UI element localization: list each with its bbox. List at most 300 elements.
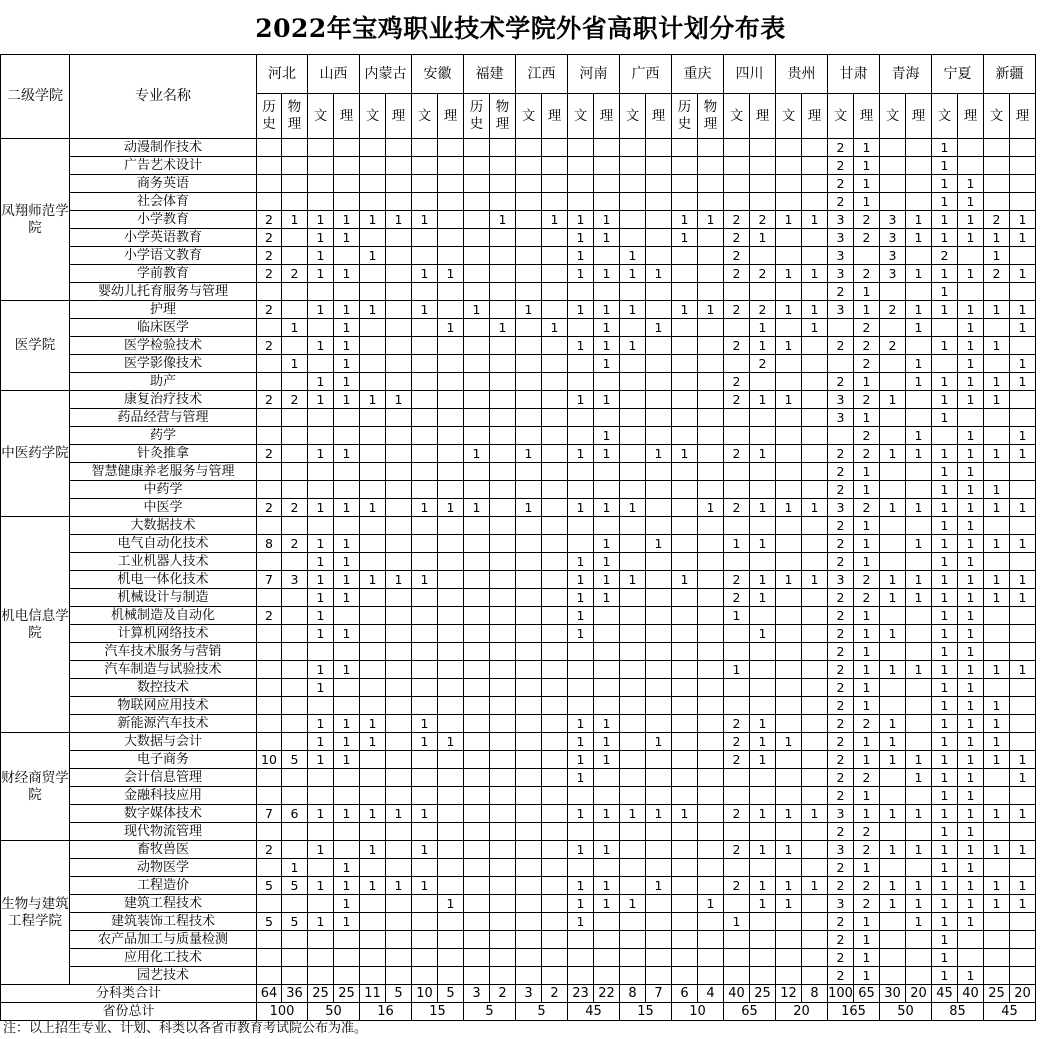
plan-cell (282, 949, 308, 967)
plan-cell (464, 751, 490, 769)
major-name: 电气自动化技术 (70, 535, 257, 553)
plan-cell (906, 607, 932, 625)
plan-cell (542, 517, 568, 535)
plan-cell (464, 571, 490, 589)
plan-cell (542, 805, 568, 823)
plan-cell: 2 (724, 247, 750, 265)
plan-cell: 1 (880, 733, 906, 751)
plan-cell (880, 931, 906, 949)
table-row (1, 751, 1036, 769)
plan-cell (464, 355, 490, 373)
plan-cell (360, 409, 386, 427)
plan-cell (334, 517, 360, 535)
plan-cell (438, 517, 464, 535)
plan-cell (516, 427, 542, 445)
plan-cell: 1 (594, 391, 620, 409)
plan-cell (490, 283, 516, 301)
plan-cell: 2 (854, 499, 880, 517)
plan-cell (516, 877, 542, 895)
plan-cell (620, 733, 646, 751)
plan-cell (958, 247, 984, 265)
plan-cell: 1 (568, 895, 594, 913)
plan-cell: 1 (906, 301, 932, 319)
plan-cell: 1 (802, 301, 828, 319)
plan-cell (412, 337, 438, 355)
plan-cell (412, 931, 438, 949)
plan-cell (334, 679, 360, 697)
plan-cell (308, 481, 334, 499)
plan-cell: 1 (906, 895, 932, 913)
category-total-cell: 8 (620, 985, 646, 1003)
plan-cell (984, 769, 1010, 787)
plan-cell: 1 (958, 823, 984, 841)
plan-cell: 1 (724, 913, 750, 931)
plan-cell (698, 643, 724, 661)
plan-cell: 1 (958, 589, 984, 607)
table-row (1, 283, 1036, 301)
plan-cell (776, 859, 802, 877)
plan-cell (464, 229, 490, 247)
category-total-cell: 100 (828, 986, 853, 1001)
plan-cell: 1 (750, 445, 776, 463)
plan-cell (438, 211, 464, 229)
plan-cell (750, 607, 776, 625)
plan-cell: 1 (594, 265, 620, 283)
plan-cell: 1 (880, 589, 906, 607)
plan-cell: 1 (958, 535, 984, 553)
province-total-cell: 15 (412, 1003, 464, 1021)
plan-cell: 1 (880, 571, 906, 589)
plan-cell (542, 859, 568, 877)
province-total-cell: 50 (308, 1003, 360, 1021)
plan-cell: 1 (932, 949, 958, 967)
plan-cell: 1 (386, 211, 412, 229)
plan-cell: 1 (932, 229, 958, 247)
plan-cell: 1 (594, 715, 620, 733)
plan-cell (516, 553, 542, 571)
plan-cell (672, 949, 698, 967)
plan-cell: 1 (334, 733, 360, 751)
plan-cell: 2 (828, 751, 854, 769)
plan-cell: 2 (828, 967, 854, 985)
plan-cell: 2 (257, 211, 282, 229)
plan-cell (724, 139, 750, 157)
plan-cell (308, 157, 334, 175)
plan-cell (412, 481, 438, 499)
plan-cell (360, 751, 386, 769)
table-row (1, 301, 1036, 319)
plan-cell: 1 (932, 571, 958, 589)
plan-cell (698, 679, 724, 697)
plan-cell: 2 (854, 391, 880, 409)
table-row (1, 463, 1036, 481)
plan-cell (672, 697, 698, 715)
plan-cell (542, 841, 568, 859)
plan-cell: 1 (490, 211, 516, 229)
plan-cell (516, 823, 542, 841)
plan-cell: 1 (568, 553, 594, 571)
plan-cell (386, 445, 412, 463)
plan-cell: 1 (776, 211, 802, 229)
plan-cell: 1 (698, 301, 724, 319)
plan-cell (257, 787, 282, 805)
plan-cell (438, 841, 464, 859)
plan-cell (334, 463, 360, 481)
plan-cell (490, 589, 516, 607)
plan-cell: 1 (568, 247, 594, 265)
plan-cell: 1 (594, 355, 620, 373)
plan-cell: 1 (672, 571, 698, 589)
plan-cell (542, 175, 568, 193)
plan-cell (620, 787, 646, 805)
plan-cell (776, 553, 802, 571)
plan-cell: 1 (412, 715, 438, 733)
plan-cell (542, 481, 568, 499)
plan-cell (594, 643, 620, 661)
plan-cell: 1 (334, 373, 360, 391)
plan-cell: 1 (334, 661, 360, 679)
plan-cell (412, 823, 438, 841)
plan-cell (750, 139, 776, 157)
plan-cell (360, 895, 386, 913)
plan-cell (698, 931, 724, 949)
plan-cell: 1 (958, 337, 984, 355)
college-name: 中医药学院 (1, 391, 70, 517)
plan-cell (594, 481, 620, 499)
plan-cell (490, 733, 516, 751)
plan-cell (516, 265, 542, 283)
major-name: 工程造价 (70, 877, 257, 895)
header-category: 理 (542, 94, 568, 139)
plan-cell (464, 391, 490, 409)
plan-cell (308, 355, 334, 373)
plan-cell (672, 625, 698, 643)
plan-cell (516, 787, 542, 805)
plan-cell: 1 (958, 517, 984, 535)
plan-cell (490, 967, 516, 985)
plan-cell (672, 679, 698, 697)
college-name: 生物与建筑工程学院 (1, 841, 70, 985)
plan-cell: 1 (958, 733, 984, 751)
plan-cell: 1 (1010, 427, 1036, 445)
plan-cell (360, 319, 386, 337)
plan-cell (360, 787, 386, 805)
plan-cell (334, 643, 360, 661)
plan-cell: 1 (620, 499, 646, 517)
header-category: 理 (594, 94, 620, 139)
plan-cell (906, 175, 932, 193)
plan-cell: 1 (646, 265, 672, 283)
plan-cell (672, 193, 698, 211)
plan-cell (257, 823, 282, 841)
plan-cell: 2 (828, 733, 854, 751)
plan-cell: 2 (854, 589, 880, 607)
plan-cell (906, 931, 932, 949)
plan-cell (620, 373, 646, 391)
category-total-cell: 40 (724, 985, 750, 1003)
plan-cell (594, 247, 620, 265)
plan-cell (698, 913, 724, 931)
plan-cell: 1 (958, 481, 984, 499)
plan-cell: 1 (1010, 265, 1036, 283)
plan-cell (490, 661, 516, 679)
plan-cell (490, 427, 516, 445)
plan-cell (386, 427, 412, 445)
plan-cell (776, 229, 802, 247)
plan-cell: 1 (438, 265, 464, 283)
header-category: 文 (932, 94, 958, 139)
header-category: 文 (828, 94, 854, 139)
plan-cell: 1 (906, 229, 932, 247)
major-name: 广告艺术设计 (70, 157, 257, 175)
plan-cell (620, 193, 646, 211)
plan-cell: 1 (932, 589, 958, 607)
plan-cell: 1 (360, 301, 386, 319)
plan-cell: 1 (984, 481, 1010, 499)
plan-cell (646, 283, 672, 301)
plan-cell: 1 (620, 301, 646, 319)
plan-cell (412, 193, 438, 211)
plan-cell (490, 787, 516, 805)
major-name: 建筑装饰工程技术 (70, 913, 257, 931)
plan-cell (698, 805, 724, 823)
plan-cell: 1 (906, 769, 932, 787)
plan-cell: 2 (854, 427, 880, 445)
plan-cell: 1 (958, 805, 984, 823)
plan-cell (490, 859, 516, 877)
plan-cell (906, 517, 932, 535)
plan-cell (750, 823, 776, 841)
plan-cell (282, 841, 308, 859)
plan-cell (438, 715, 464, 733)
plan-cell (568, 373, 594, 391)
plan-cell (360, 823, 386, 841)
plan-cell (724, 355, 750, 373)
plan-cell: 1 (334, 535, 360, 553)
plan-cell (257, 661, 282, 679)
plan-cell: 1 (594, 445, 620, 463)
plan-cell (464, 697, 490, 715)
plan-cell (646, 247, 672, 265)
plan-cell (257, 373, 282, 391)
plan-cell (776, 931, 802, 949)
plan-cell: 3 (880, 265, 906, 283)
major-name: 药学 (70, 427, 257, 445)
plan-cell (646, 679, 672, 697)
plan-cell (620, 859, 646, 877)
major-name: 数控技术 (70, 679, 257, 697)
plan-cell (698, 823, 724, 841)
plan-cell: 1 (958, 571, 984, 589)
plan-cell (464, 679, 490, 697)
plan-cell (698, 751, 724, 769)
plan-cell (854, 247, 880, 265)
plan-cell (308, 697, 334, 715)
plan-cell (802, 787, 828, 805)
plan-cell: 1 (984, 391, 1010, 409)
plan-cell: 3 (828, 211, 854, 229)
plan-cell: 1 (932, 517, 958, 535)
plan-cell (438, 877, 464, 895)
plan-cell: 1 (1010, 769, 1036, 787)
plan-cell: 1 (854, 859, 880, 877)
plan-cell: 1 (932, 337, 958, 355)
plan-cell: 2 (828, 913, 854, 931)
plan-cell (360, 355, 386, 373)
plan-cell: 2 (724, 841, 750, 859)
plan-cell (542, 661, 568, 679)
table-row (1, 607, 1036, 625)
plan-cell (490, 553, 516, 571)
plan-cell (412, 787, 438, 805)
plan-cell: 1 (1010, 805, 1036, 823)
plan-cell (542, 967, 568, 985)
plan-cell: 1 (412, 301, 438, 319)
plan-cell: 2 (828, 859, 854, 877)
plan-cell: 1 (932, 175, 958, 193)
table-row (1, 445, 1036, 463)
plan-cell (464, 193, 490, 211)
plan-cell (464, 139, 490, 157)
header-category: 文 (620, 94, 646, 139)
plan-cell (464, 157, 490, 175)
plan-cell (828, 355, 854, 373)
plan-cell: 1 (854, 751, 880, 769)
plan-cell (906, 283, 932, 301)
plan-cell (646, 571, 672, 589)
plan-cell (282, 769, 308, 787)
plan-cell (412, 229, 438, 247)
plan-cell: 1 (906, 373, 932, 391)
province-total-cell: 20 (776, 1003, 828, 1021)
plan-cell: 1 (412, 211, 438, 229)
plan-cell: 1 (854, 535, 880, 553)
plan-cell (984, 193, 1010, 211)
plan-cell: 1 (984, 589, 1010, 607)
plan-cell: 1 (334, 499, 360, 517)
plan-cell (672, 319, 698, 337)
plan-cell (594, 283, 620, 301)
plan-cell: 1 (854, 409, 880, 427)
plan-cell (594, 949, 620, 967)
plan-cell (464, 211, 490, 229)
plan-cell (257, 643, 282, 661)
category-total-cell: 22 (594, 985, 620, 1003)
plan-cell (776, 625, 802, 643)
province-total-cell: 10 (672, 1003, 724, 1021)
plan-cell: 1 (308, 913, 334, 931)
plan-cell (464, 247, 490, 265)
plan-cell (516, 967, 542, 985)
plan-cell: 2 (724, 715, 750, 733)
plan-cell (828, 427, 854, 445)
plan-cell: 1 (568, 733, 594, 751)
plan-cell (257, 409, 282, 427)
province-total-cell: 16 (360, 1003, 412, 1021)
plan-cell: 1 (776, 877, 802, 895)
plan-cell: 1 (334, 895, 360, 913)
table-row (1, 949, 1036, 967)
plan-cell: 1 (932, 841, 958, 859)
plan-cell (412, 859, 438, 877)
plan-cell: 1 (386, 571, 412, 589)
plan-cell (880, 643, 906, 661)
plan-cell: 1 (958, 175, 984, 193)
plan-cell (412, 913, 438, 931)
plan-cell: 1 (750, 337, 776, 355)
plan-cell: 3 (828, 895, 854, 913)
plan-cell (386, 283, 412, 301)
province-total-cell: 45 (984, 1003, 1036, 1021)
plan-cell (464, 877, 490, 895)
plan-cell: 1 (776, 265, 802, 283)
plan-cell (386, 265, 412, 283)
plan-cell (438, 463, 464, 481)
plan-cell (308, 931, 334, 949)
plan-cell (542, 553, 568, 571)
plan-cell (698, 859, 724, 877)
major-name: 临床医学 (70, 319, 257, 337)
plan-cell (308, 517, 334, 535)
plan-cell: 1 (594, 319, 620, 337)
category-total-cell: 25 (334, 985, 360, 1003)
plan-cell (620, 427, 646, 445)
header-row-provinces (1, 55, 1036, 94)
major-name: 医学检验技术 (70, 337, 257, 355)
plan-cell (802, 733, 828, 751)
plan-cell: 1 (308, 265, 334, 283)
plan-cell: 1 (568, 607, 594, 625)
plan-cell (360, 661, 386, 679)
plan-cell (646, 373, 672, 391)
plan-cell (464, 319, 490, 337)
category-total-cell: 30 (880, 985, 906, 1003)
plan-cell: 1 (568, 841, 594, 859)
plan-cell (672, 139, 698, 157)
plan-cell (724, 823, 750, 841)
plan-cell (490, 715, 516, 733)
plan-cell (620, 319, 646, 337)
plan-cell (802, 841, 828, 859)
plan-cell: 2 (724, 265, 750, 283)
plan-cell (438, 391, 464, 409)
plan-cell (334, 409, 360, 427)
plan-cell (906, 481, 932, 499)
plan-cell (412, 247, 438, 265)
plan-cell (386, 643, 412, 661)
plan-cell (516, 769, 542, 787)
plan-cell: 1 (880, 751, 906, 769)
plan-cell: 1 (568, 805, 594, 823)
plan-cell (438, 913, 464, 931)
plan-cell (282, 679, 308, 697)
plan-cell (490, 877, 516, 895)
plan-cell (984, 157, 1010, 175)
plan-cell: 1 (750, 751, 776, 769)
plan-cell (698, 517, 724, 535)
plan-cell (282, 229, 308, 247)
plan-cell (464, 517, 490, 535)
plan-cell (672, 931, 698, 949)
plan-cell (542, 733, 568, 751)
plan-cell (880, 373, 906, 391)
plan-cell: 1 (1010, 589, 1036, 607)
plan-cell: 1 (594, 337, 620, 355)
plan-cell: 1 (750, 589, 776, 607)
header-major: 专业名称 (70, 55, 257, 139)
plan-cell (880, 481, 906, 499)
plan-cell (698, 463, 724, 481)
